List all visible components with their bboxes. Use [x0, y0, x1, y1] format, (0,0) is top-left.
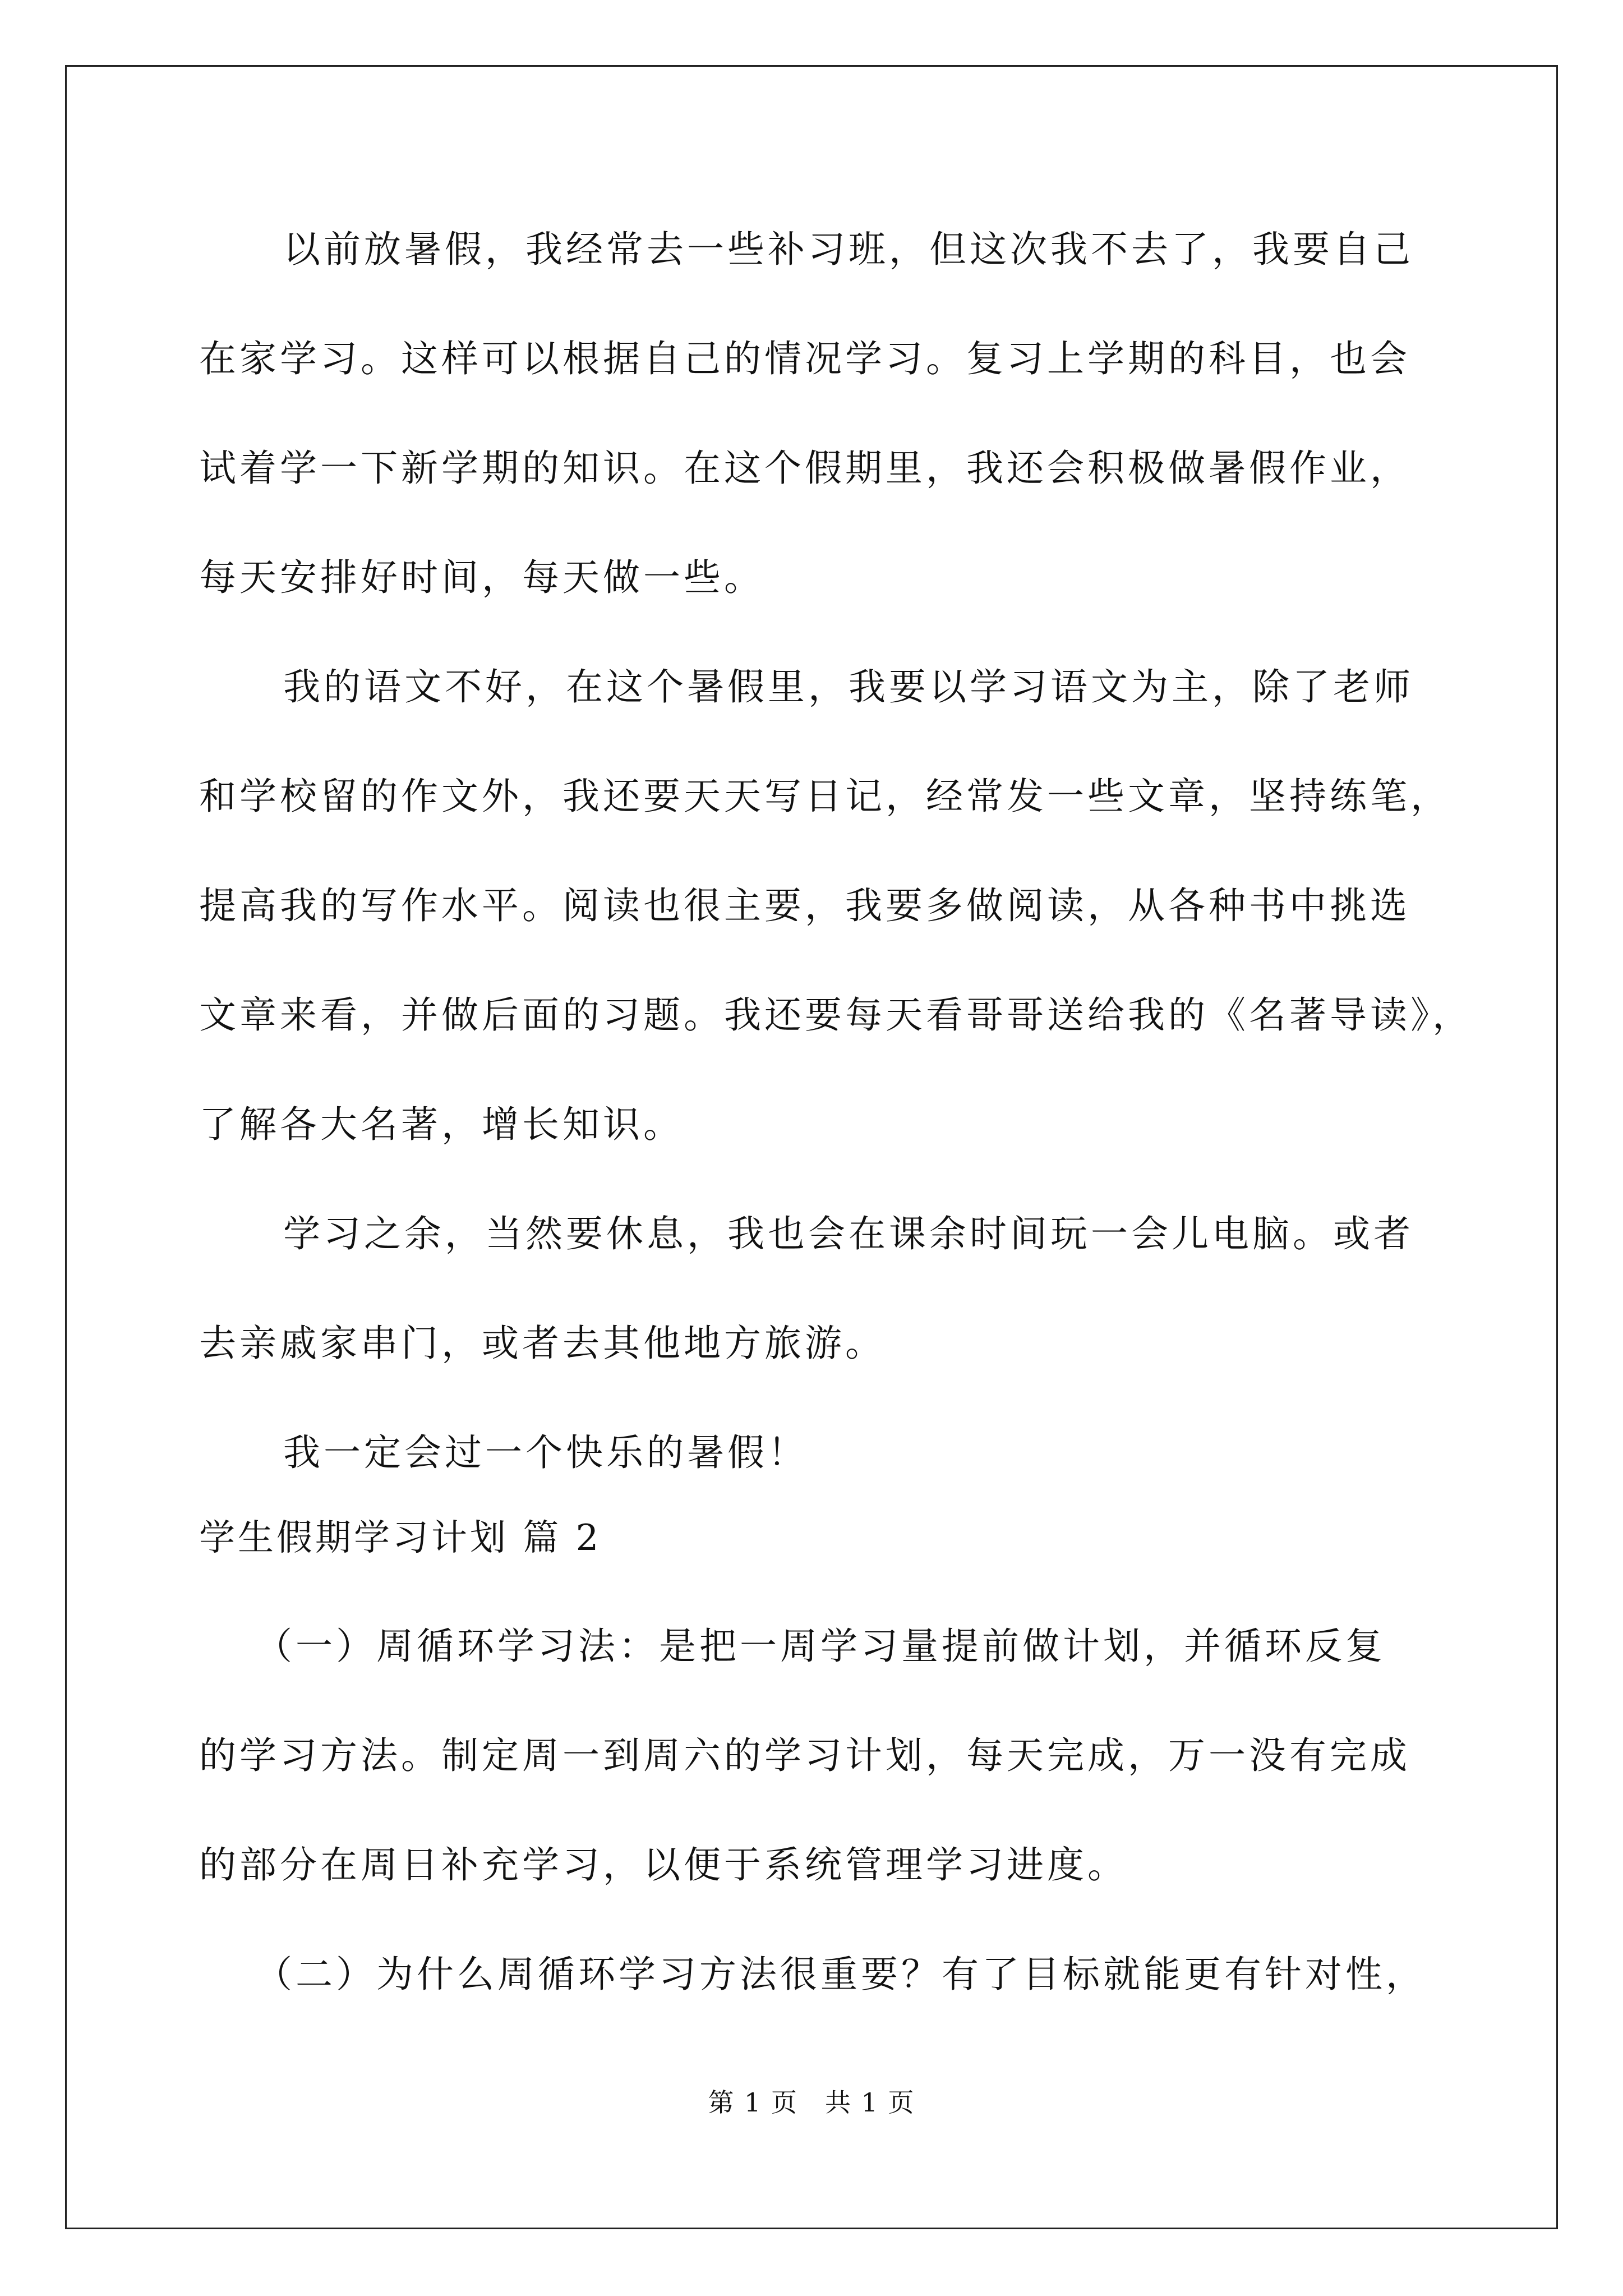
paragraph-2-line-4: 文章来看，并做后面的习题。我还要每天看哥哥送给我的《名著导读》， [199, 993, 1473, 1037]
paragraph-1-line-3: 试着学一下新学期的知识。在这个假期里，我还会积极做暑假作业， [199, 447, 1410, 490]
paragraph-1-line-4: 每天安排好时间，每天做一些。 [199, 556, 764, 599]
paragraph-1-line-2: 在家学习。这样可以根据自己的情况学习。复习上学期的科目，也会 [199, 337, 1410, 380]
paragraph-6-line-1: （二）为什么周循环学习方法很重要？有了目标就能更有针对性， [255, 1953, 1426, 1996]
paragraph-5-line-2: 的学习方法。制定周一到周六的学习计划，每天完成，万一没有完成 [199, 1734, 1410, 1777]
page-number-footer: 第 1 页 共 1 页 [708, 2087, 915, 2118]
paragraph-5-line-3: 的部分在周日补充学习，以便于系统管理学习进度。 [199, 1843, 1128, 1887]
paragraph-3-line-2: 去亲戚家串门，或者去其他地方旅游。 [199, 1322, 886, 1365]
paragraph-2-line-2: 和学校留的作文外，我还要天天写日记，经常发一些文章，坚持练笔， [199, 775, 1451, 818]
paragraph-3-line-1: 学习之余，当然要休息，我也会在课余时间玩一会儿电脑。或者 [283, 1212, 1414, 1255]
paragraph-5-line-1: （一）周循环学习法：是把一周学习量提前做计划，并循环反复 [255, 1625, 1386, 1668]
paragraph-4-line-1: 我一定会过一个快乐的暑假！ [283, 1431, 808, 1474]
paragraph-2-line-5: 了解各大名著，增长知识。 [199, 1103, 684, 1146]
section-heading: 学生假期学习计划 篇 2 [199, 1517, 602, 1559]
paragraph-1-line-1: 以前放暑假，我经常去一些补习班，但这次我不去了，我要自己 [283, 228, 1414, 271]
paragraph-2-line-3: 提高我的写作水平。阅读也很主要，我要多做阅读，从各种书中挑选 [199, 884, 1410, 927]
paragraph-2-line-1: 我的语文不好，在这个暑假里，我要以学习语文为主，除了老师 [283, 665, 1414, 708]
